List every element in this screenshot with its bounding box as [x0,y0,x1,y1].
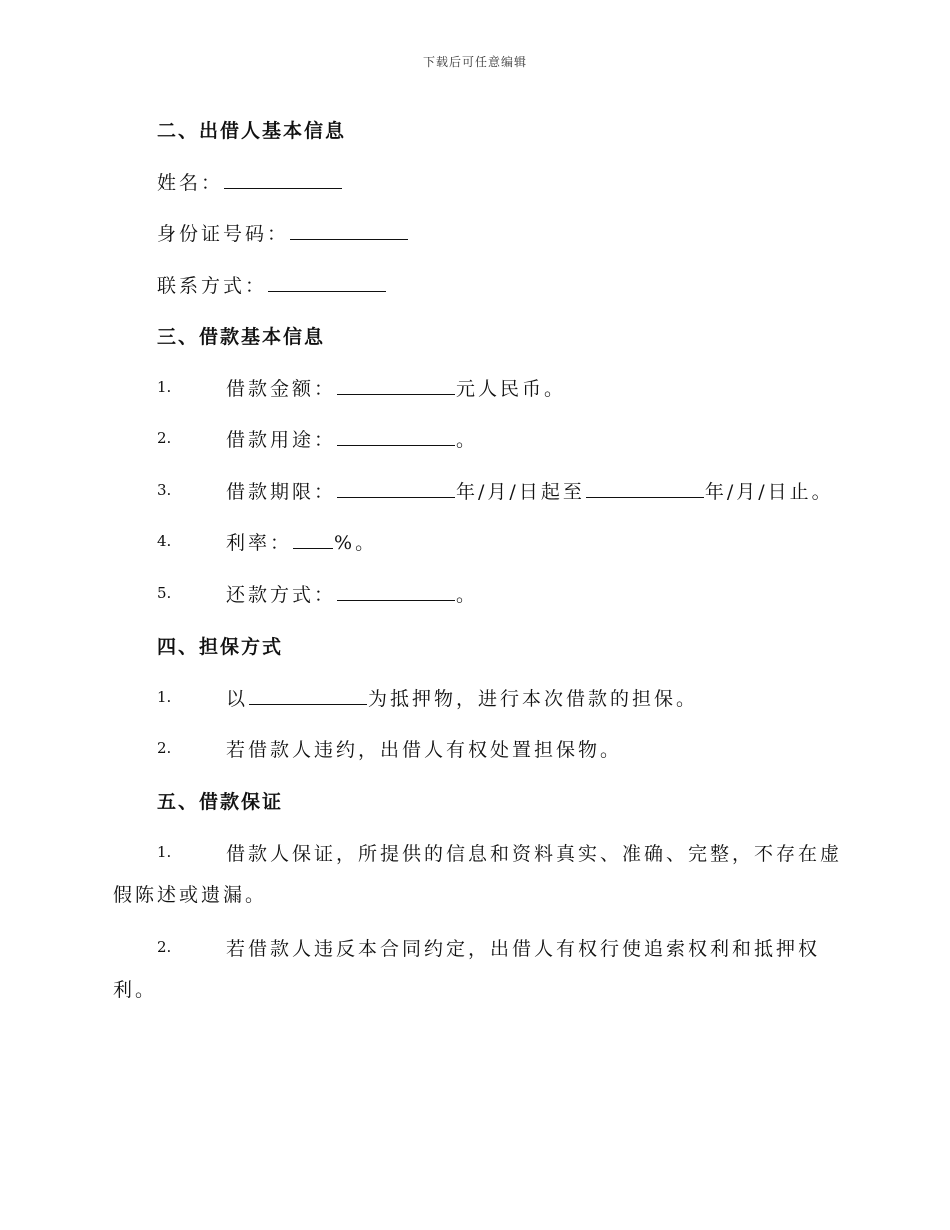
item-label: 还款方式： [226,584,337,606]
item-number: 5. [157,584,172,602]
field-lender-id-number [157,219,409,246]
assurance-item-1-line-2: 假陈述或遗漏。 [113,884,268,906]
header-note: 下载后可任意编辑 [422,55,527,69]
field-lender-name [157,168,343,195]
default-disposal-item: 若借款人违约，出借人有权处置担保物。 [226,739,623,761]
item-number: 1. [157,378,172,396]
item-number: 4. [157,532,172,550]
item-number: 2. [157,739,172,757]
interest-rate-item [226,528,377,555]
field-label: 联系方式： [157,275,268,297]
item-suffix: 。 [456,429,479,451]
item-suffix: 为抵押物，进行本次借款的担保。 [368,688,699,710]
fill-in-blank[interactable] [224,170,342,189]
loan-purpose-item [226,425,478,452]
item-suffix: %。 [334,532,378,554]
item-label: 借款期限： [226,481,337,503]
item-prefix: 以 [226,688,249,710]
fill-in-blank[interactable] [337,479,455,498]
fill-in-blank[interactable] [337,376,455,395]
loan-amount-item [226,374,566,401]
section-heading-lender-info: 二、出借人基本信息 [157,120,347,142]
fill-in-blank[interactable] [586,479,704,498]
fill-in-blank[interactable] [268,273,386,292]
item-suffix: 元人民币。 [456,378,567,400]
item-label: 借款用途： [226,429,337,451]
field-label: 身份证号码： [157,223,290,245]
item-number: 2. [157,429,172,447]
fill-in-blank[interactable] [337,427,455,446]
section-heading-loan-assurance: 五、借款保证 [157,791,284,813]
item-number: 1. [157,843,172,861]
item-number: 3. [157,481,172,499]
item-mid: 年/月/日起至 [456,481,585,503]
item-number: 1. [157,688,172,706]
item-label: 借款金额： [226,378,337,400]
item-suffix: 。 [456,584,479,606]
section-heading-guarantee: 四、担保方式 [157,636,284,658]
collateral-item [226,684,698,711]
field-label: 姓名： [157,172,224,194]
item-number: 2. [157,938,172,956]
fill-in-blank[interactable] [293,530,333,549]
assurance-item-2-line-2: 利。 [113,979,158,1001]
item-label: 利率： [226,532,293,554]
repayment-method-item [226,580,478,607]
item-suffix: 年/月/日止。 [704,481,834,503]
fill-in-blank[interactable] [290,221,408,240]
field-lender-contact [157,271,387,298]
assurance-item-1-line-1: 借款人保证，所提供的信息和资料真实、准确、完整，不存在虚 [226,843,843,865]
fill-in-blank[interactable] [337,582,455,601]
section-heading-loan-info: 三、借款基本信息 [157,326,326,348]
loan-term-item [226,477,834,504]
assurance-item-2-line-1: 若借款人违反本合同约定，出借人有权行使追索权利和抵押权 [226,938,821,960]
fill-in-blank[interactable] [249,686,367,705]
